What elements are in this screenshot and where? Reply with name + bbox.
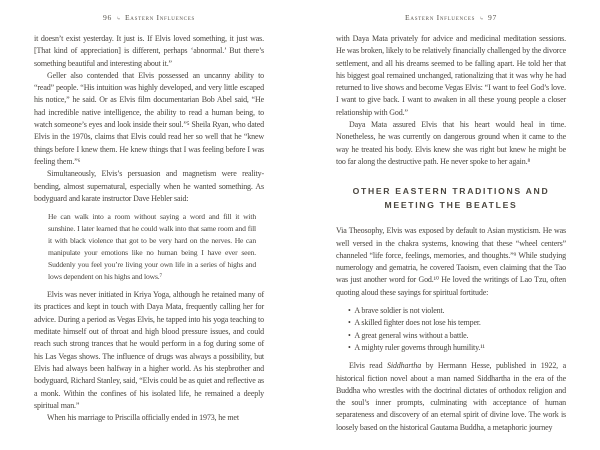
paragraph-kriya-yoga: Elvis was never initiated in Kriya Yoga, although he retained many of its practices and kept in touch with Daya Mata, frequently calling her for advice. During a period as Vegas Elvis, he tapped into his yoga teaching to meditate himself out of throat and high blood pressure issues, and could reach such strong trances that he would perform in a fog during some of his Las Vegas shows. The influence of drugs was always a possibility, but Elvis had always been halfway in a higher world. As his stepbrother and bodyguard, Richard Stanley, said, “Elvis could be as quiet and reflective as a monk. Within the confines of his isolated life, he remained a deeply spiritual man.” (34, 290, 264, 410)
list-item: • A great general wins without a battle. (348, 330, 566, 342)
hebler-blockquote: He can walk into a room without saying a word and fill it with sunshine. I later learned that he could walk into that same room and fill it with black violence that got to be very hard on the nerves. He can manipulate your emotions like no human being I have ever seen. Suddenly you feel you’re living your own life in a series of highs and lows dependent on his highs and lows.⁷ (48, 212, 256, 282)
section-heading: OTHER EASTERN TRADITIONS AND MEETING THE BEATLES (352, 186, 550, 211)
siddhartha-text-before: Elvis read (349, 361, 387, 371)
paragraph-continuation: it doesn’t exist yesterday. It just is. If Elvis loved something, it just was. [That kind of appreciation] is different, perhaps ‘abnormal.’ But there’s something beautiful and interesting about it.” (34, 34, 264, 68)
paragraph-marriage: When his marriage to Priscilla officially ended in 1973, he met (47, 413, 239, 423)
page-number-right: 97 (487, 13, 497, 22)
running-title-left: Eastern Influences (124, 13, 195, 22)
paragraph-heart-heal: Daya Mata assured Elvis that his heart would heal in time. Nonetheless, he was currently on dangerous ground when it came to the way he treated his body. Elvis knew she was right but knew he might be too far along the destructive path. He never spoke to her again.⁸ (336, 120, 566, 166)
running-head-left (34, 13, 264, 22)
lightning-bolt-icon: ϟ (479, 14, 484, 22)
siddhartha-book-title: Siddhartha (387, 361, 422, 371)
running-title-right: Eastern Influences (405, 13, 476, 22)
lightning-bolt-icon: ϟ (116, 14, 121, 22)
paragraph-daya-mata-advice: with Daya Mata privately for advice and medicinal meditation sessions. He was broken, likely to be relatively financially challenged by the divorce settlement, and all his dreams seemed to be falling apart. He told her that his biggest goal remained unchanged, rationalizing that it was why he had returned to live shows and become Vegas Elvis: “I want to feel God’s love. I want to give back. I want to awaken in all these young people a closer relationship with God.” (336, 34, 566, 117)
running-head-right (336, 13, 566, 22)
list-item: • A mighty ruler governs through humility.¹¹ (348, 342, 566, 354)
page-97 (300, 0, 600, 450)
paragraph-siddhartha (336, 360, 566, 434)
paragraph-theosophy: Via Theosophy, Elvis was exposed by default to Asian mysticism. He was well versed in the chakra systems, knowing that these “wheel centers” channeled “life force, feelings, memories, and thoughts.”⁹ While studying numerology and gematria, he covered Taoism, even claiming that the Tao was just another word for God.¹⁰ He loved the writings of Lao Tzu, often quoting aloud these sayings for spiritual fortitude: (336, 226, 566, 297)
paragraph-geller: Geller also contended that Elvis possessed an uncanny ability to “read” people. “His intuition was highly developed, and very little escaped his notice,” he said. Or as Elvis film documentarian Bob Abel said, “He had incredible native intelligence, the ability to read a human being, to watch someone’s eyes and look inside their soul.”⁵ Sheila Ryan, who dated Elvis in the 1970s, claims that Elvis could read her so well that he “knew things before I knew them. He knew things that I was feeling before I was feeling them.”⁶ (34, 70, 264, 166)
page-number-left: 96 (103, 13, 113, 22)
paragraph-persuasion: Simultaneously, Elvis’s persuasion and magnetism were reality-bending, almost supernatural, especially when he wanted something. As bodyguard and karate instructor Dave Hebler said: (34, 169, 264, 203)
list-item: • A skilled fighter does not lose his temper. (348, 317, 566, 329)
siddhartha-text-after: by Hermann Hesse, published in 1922, a historical fiction novel about a man named Siddhartha in the era of the Buddha who wrestles with the doctrinal dictates of orthodox religion and the soul’s inner prompts, culminating with acceptance of human separateness and discovery of an eternal spirit of divine love. The work is loosely based on the historical Gautama Buddha, a metaphoric journey (336, 361, 566, 432)
lao-tzu-sayings-list (348, 305, 566, 354)
list-item: • A brave soldier is not violent. (348, 305, 566, 317)
